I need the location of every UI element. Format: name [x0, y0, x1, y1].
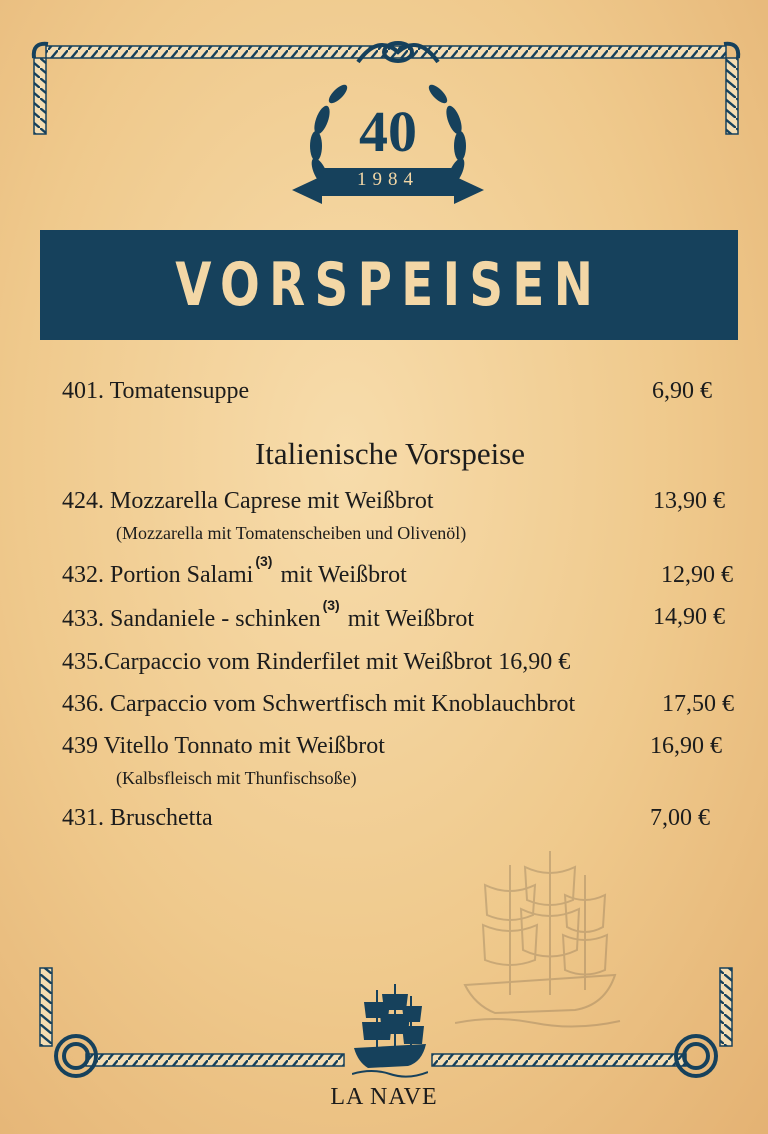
- item-name: 424. Mozzarella Caprese mit Weißbrot: [62, 488, 434, 514]
- item-price: 12,90 €: [661, 562, 733, 588]
- menu-item-433: [62, 597, 475, 633]
- item-price: 17,50 €: [662, 691, 734, 717]
- menu-item-439: [62, 733, 385, 760]
- item-price: 13,90 €: [653, 488, 725, 514]
- item-name-suffix: mit Weißbrot: [280, 562, 407, 588]
- badge-year: 1984: [357, 169, 419, 190]
- menu-item-424: [62, 488, 434, 515]
- item-name: 432. Portion Salami: [62, 562, 254, 588]
- anniversary-badge: [292, 72, 484, 214]
- item-name: 439 Vitello Tonnato mit Weißbrot: [62, 733, 385, 759]
- item-description: (Mozzarella mit Tomatenscheiben und Olivenöl): [116, 523, 467, 543]
- menu-item-435: [62, 649, 570, 676]
- item-name: 401. Tomatensuppe: [62, 378, 250, 404]
- sailing-ship-icon: [352, 982, 428, 1078]
- item-name: 431. Bruschetta: [62, 805, 213, 831]
- item-name: 436. Carpaccio vom Schwertfisch mit Knoblauchbrot: [62, 691, 576, 717]
- page-title: VORSPEISEN: [175, 250, 603, 320]
- section-heading: Italienische Vorspeise: [254, 436, 526, 471]
- item-description: (Kalbsfleisch mit Thunfischsoße): [116, 768, 357, 788]
- item-name: 433. Sandaniele - schinken: [62, 606, 321, 632]
- restaurant-name: LA NAVE: [330, 1084, 438, 1110]
- title-banner: [40, 230, 738, 340]
- item-name: 435.Carpaccio vom Rinderfilet mit Weißbrot 16,90 €: [62, 649, 571, 675]
- item-price: 14,90 €: [653, 604, 725, 630]
- badge-number: 40: [359, 99, 417, 164]
- item-name-suffix: mit Weißbrot: [347, 606, 475, 632]
- menu-item-436: [62, 691, 575, 718]
- item-price: 16,90 €: [650, 733, 722, 759]
- allergen-note: (3): [255, 553, 273, 569]
- allergen-note: (3): [322, 597, 340, 613]
- menu-item-431: [62, 805, 213, 832]
- item-price: 7,00 €: [650, 805, 710, 831]
- menu-item-432: [62, 553, 407, 589]
- menu-item-401: [62, 378, 249, 405]
- item-price: 6,90 €: [652, 378, 712, 404]
